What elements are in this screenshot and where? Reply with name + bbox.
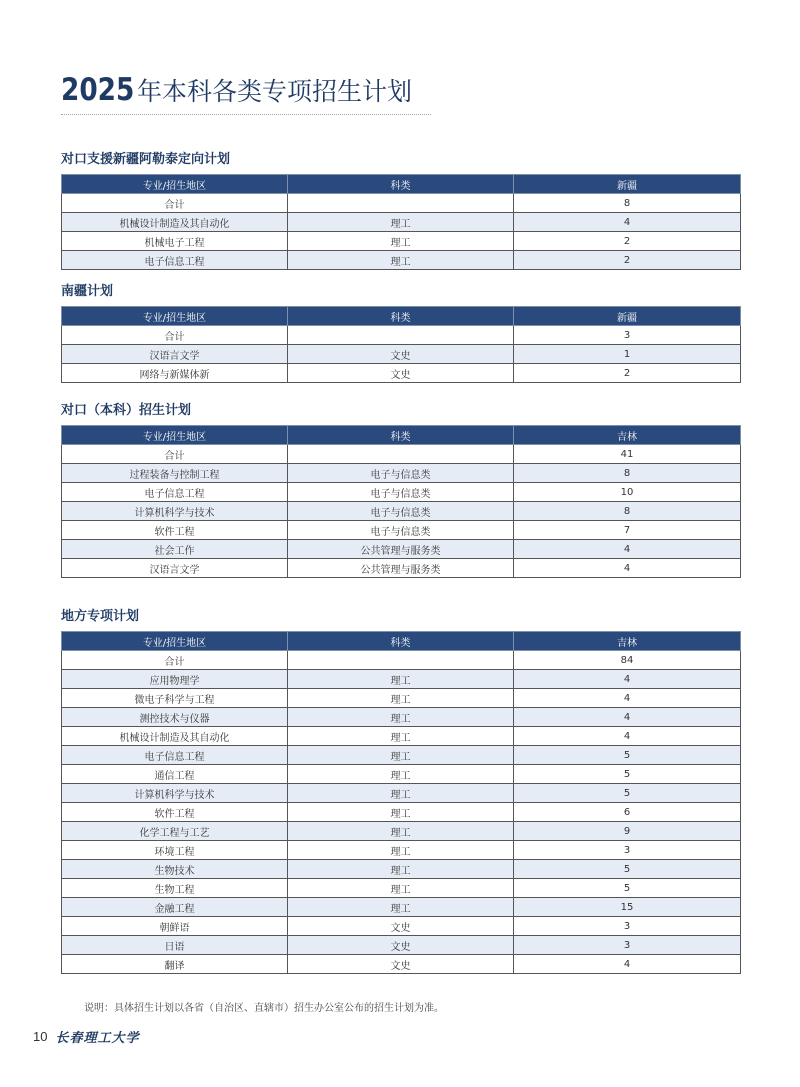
major-cell: 应用物理学 [62,670,288,689]
major-cell: 测控技术与仪器 [62,708,288,727]
quota-cell: 3 [514,841,741,860]
category-cell: 理工 [288,213,514,232]
table-header-row [62,632,741,651]
category-cell: 理工 [288,879,514,898]
major-cell: 计算机科学与技术 [62,502,288,521]
table-header-row [62,175,741,194]
quota-cell: 4 [514,708,741,727]
quota-cell: 5 [514,765,741,784]
major-cell: 金融工程 [62,898,288,917]
category-cell: 理工 [288,708,514,727]
category-cell: 理工 [288,898,514,917]
table-row [62,502,741,521]
major-cell: 汉语言文学 [62,345,288,364]
category-cell: 理工 [288,232,514,251]
major-cell: 软件工程 [62,521,288,540]
table-row [62,936,741,955]
table-row [62,521,741,540]
major-cell: 合计 [62,651,288,670]
table-row [62,464,741,483]
category-cell: 理工 [288,670,514,689]
page-number: 10 [33,1029,48,1044]
table-row [62,898,741,917]
column-header: 吉林 [514,632,741,651]
table-row [62,727,741,746]
table-row [62,251,741,270]
quota-cell: 4 [514,559,741,578]
column-header: 吉林 [514,426,741,445]
category-cell: 文史 [288,345,514,364]
table-row [62,559,741,578]
major-cell: 汉语言文学 [62,559,288,578]
table-row [62,194,741,213]
category-cell: 理工 [288,860,514,879]
category-cell: 理工 [288,689,514,708]
major-cell: 机械电子工程 [62,232,288,251]
quota-cell: 15 [514,898,741,917]
category-cell: 公共管理与服务类 [288,540,514,559]
table-row [62,364,741,383]
column-header: 科类 [288,426,514,445]
category-cell: 文史 [288,936,514,955]
quota-cell: 5 [514,784,741,803]
table-row [62,345,741,364]
table-row [62,879,741,898]
section-title: 对口（本科）招生计划 [61,403,192,418]
quota-cell: 2 [514,232,741,251]
category-cell [288,326,514,345]
table-row [62,232,741,251]
major-cell: 电子信息工程 [62,251,288,270]
section-counterpart-undergrad [61,402,740,578]
table-row [62,784,741,803]
section-south-xinjiang [61,283,740,383]
major-cell: 过程装备与控制工程 [62,464,288,483]
category-cell: 理工 [288,822,514,841]
enrollment-table [61,306,741,383]
table-row [62,955,741,974]
table-row [62,803,741,822]
category-cell: 理工 [288,784,514,803]
section-xinjiang-altay [61,151,740,270]
table-row [62,445,741,464]
quota-cell: 4 [514,955,741,974]
category-cell: 理工 [288,251,514,270]
section-title: 南疆计划 [61,284,114,299]
quota-cell: 1 [514,345,741,364]
quota-cell: 2 [514,251,741,270]
column-header: 专业/招生地区 [62,426,288,445]
table-row [62,765,741,784]
quota-cell: 3 [514,936,741,955]
major-cell: 软件工程 [62,803,288,822]
section-title: 对口支援新疆阿勒泰定向计划 [61,152,231,167]
quota-cell: 8 [514,502,741,521]
table-header-row [62,307,741,326]
major-cell: 电子信息工程 [62,483,288,502]
major-cell: 翻译 [62,955,288,974]
quota-cell: 5 [514,879,741,898]
quota-cell: 84 [514,651,741,670]
category-cell: 公共管理与服务类 [288,559,514,578]
category-cell: 电子与信息类 [288,464,514,483]
university-logo: 长春理工大学 [55,1031,140,1046]
table-row [62,822,741,841]
major-cell: 生物技术 [62,860,288,879]
title-year: 2025 [61,72,135,108]
column-header: 专业/招生地区 [62,632,288,651]
quota-cell: 9 [514,822,741,841]
column-header: 科类 [288,307,514,326]
category-cell [288,445,514,464]
quota-cell: 2 [514,364,741,383]
quota-cell: 4 [514,213,741,232]
major-cell: 电子信息工程 [62,746,288,765]
major-cell: 微电子科学与工程 [62,689,288,708]
quota-cell: 5 [514,860,741,879]
quota-cell: 7 [514,521,741,540]
table-header-row [62,426,741,445]
major-cell: 环境工程 [62,841,288,860]
major-cell: 计算机科学与技术 [62,784,288,803]
quota-cell: 4 [514,540,741,559]
title-text: 年本科各类专项招生计划 [137,77,413,106]
table-row [62,708,741,727]
table-row [62,689,741,708]
table-row [62,213,741,232]
quota-cell: 6 [514,803,741,822]
column-header: 专业/招生地区 [62,307,288,326]
column-header: 新疆 [514,307,741,326]
column-header: 科类 [288,175,514,194]
enrollment-table [61,174,741,270]
column-header: 专业/招生地区 [62,175,288,194]
table-row [62,841,741,860]
category-cell [288,651,514,670]
column-header: 科类 [288,632,514,651]
table-row [62,651,741,670]
category-cell: 理工 [288,841,514,860]
major-cell: 机械设计制造及其自动化 [62,213,288,232]
footnote: 说明：具体招生计划以各省（自治区、直辖市）招生办公室公布的招生计划为准。 [84,1003,444,1014]
table-row [62,326,741,345]
category-cell: 理工 [288,765,514,784]
table-row [62,483,741,502]
section-local-special [61,608,740,974]
table-row [62,917,741,936]
table-row [62,860,741,879]
quota-cell: 41 [514,445,741,464]
category-cell: 电子与信息类 [288,521,514,540]
quota-cell: 4 [514,670,741,689]
table-row [62,540,741,559]
major-cell: 社会工作 [62,540,288,559]
major-cell: 日语 [62,936,288,955]
page-title [61,72,431,115]
major-cell: 网络与新媒体新 [62,364,288,383]
quota-cell: 8 [514,464,741,483]
major-cell: 化学工程与工艺 [62,822,288,841]
table-row [62,670,741,689]
category-cell: 电子与信息类 [288,483,514,502]
quota-cell: 8 [514,194,741,213]
quota-cell: 4 [514,689,741,708]
quota-cell: 5 [514,746,741,765]
enrollment-table [61,631,741,974]
major-cell: 合计 [62,445,288,464]
category-cell: 文史 [288,955,514,974]
section-title: 地方专项计划 [61,609,140,624]
category-cell: 文史 [288,364,514,383]
category-cell: 文史 [288,917,514,936]
page-footer [33,1027,139,1046]
major-cell: 生物工程 [62,879,288,898]
quota-cell: 3 [514,917,741,936]
major-cell: 合计 [62,194,288,213]
enrollment-table [61,425,741,578]
quota-cell: 4 [514,727,741,746]
table-row [62,746,741,765]
category-cell [288,194,514,213]
column-header: 新疆 [514,175,741,194]
major-cell: 通信工程 [62,765,288,784]
major-cell: 朝鲜语 [62,917,288,936]
category-cell: 理工 [288,803,514,822]
category-cell: 电子与信息类 [288,502,514,521]
category-cell: 理工 [288,746,514,765]
major-cell: 合计 [62,326,288,345]
major-cell: 机械设计制造及其自动化 [62,727,288,746]
quota-cell: 3 [514,326,741,345]
quota-cell: 10 [514,483,741,502]
category-cell: 理工 [288,727,514,746]
